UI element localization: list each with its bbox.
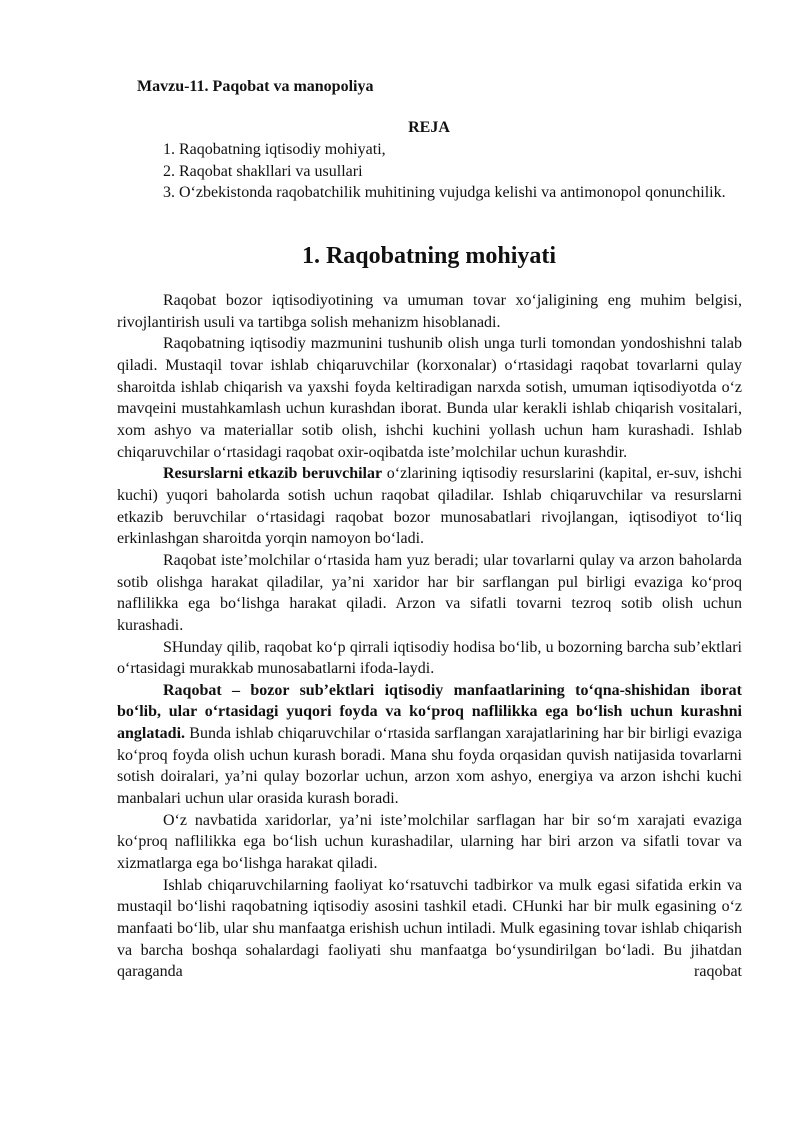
body-text — [117, 290, 742, 983]
paragraph-text: SHunday qilib, raqobat ko‘p qirrali iqtisodiy hodisa bo‘lib, u bozorning barcha sub’ektlari o‘rtasidagi murakkab munosabatlarni ifoda-laydi. — [117, 638, 742, 678]
paragraph — [117, 637, 742, 680]
paragraph-text: o‘zlarining iqtisodiy resurslarini (kapital, er-suv, ishchi kuchi) yuqori baholarda sotish uchun raqobat qiladilar. Ishlab chiqaruvchilar va resurslarni etkazib beruvchilar o‘rtasidagi raqobat bozor munosabatlari rivojlangan, iqtisodiyot to‘liq erkinlashgan sharoitda yorqin namoyon bo‘ladi. — [117, 465, 743, 548]
plan-heading: REJA — [408, 119, 450, 136]
paragraph-bold-lead: Resurslarni etkazib beruvchilar — [163, 465, 383, 483]
paragraph-text: O‘z navbatida xaridorlar, ya’ni iste’molchilar sarflagan har bir so‘m xarajati evaziga ko‘proq naflilikka ega bo‘lish uchun kurashadilar, ularning har biri arzon va sifatli tovar va xizmatlarga ega bo‘lishga harakat qiladi. — [117, 811, 742, 873]
paragraph-text: Bunda ishlab chiqaruvchilar o‘rtasida sarflangan xarajatlarining har bir birligi evaziga ko‘proq foyda olish uchun kurash boradi. Mana shu foyda orqasidan quvish natijasida tovarlarni sotish doiralari, ya’ni qulay bozorlar uchun, arzon xom ashyo, energiya va arzon ishchi kuchi manbalari uchun ular orasida kurash boradi. — [117, 725, 742, 808]
plan-list — [163, 139, 741, 204]
plan-item: 1. Raqobatning iqtisodiy mohiyati, — [163, 141, 386, 158]
paragraph — [117, 810, 742, 875]
paragraph — [117, 550, 742, 637]
paragraph — [117, 875, 742, 983]
paragraph-bold-lead: Raqobat – bozor sub’ektlari iqtisodiy manfaatlarining to‘qna-shishidan iborat bo‘lib, ular o‘rtasidagi yuqori foyda va ko‘proq naflilikka ega bo‘lish uchun kurashni anglatadi. — [117, 681, 742, 743]
paragraph-text: Raqobat bozor iqtisodiyotining va umuman tovar xo‘jaligining eng muhim belgisi, rivojlantirish usuli va tartibga solish mehanizm hisoblanadi. — [117, 292, 742, 331]
plan-item: 2. Raqobat shakllari va usullari — [163, 162, 363, 180]
paragraph — [117, 463, 742, 550]
section-heading: 1. Raqobatning mohiyati — [301, 243, 557, 269]
paragraph — [117, 290, 742, 333]
paragraph — [117, 333, 742, 463]
paragraph-text: Raqobat iste’molchilar o‘rtasida ham yuz beradi; ular tovarlarni qulay va arzon baholarda sotib olishga harakat qiladilar, ya’ni xaridor har bir sarflangan pul birligi evaziga ko‘proq naflilikka ega bo‘lishga harakat qiladi. Arzon va sifatli tovarni tezroq sotib olish uchun kurashadi. — [117, 551, 742, 634]
paragraph — [117, 680, 742, 810]
plan-item: 3. O‘zbekistonda raqobatchilik muhitining vujudga kelishi va antimonopol qonunchilik. — [163, 184, 726, 202]
page-title: Mavzu-11. Paqobat va manopoliya — [137, 78, 374, 95]
paragraph-text: Ishlab chiqaruvchilarning faoliyat ko‘rsatuvchi tadbirkor va mulk egasi sifatida erkin va mustaqil bo‘lishi raqobatning iqtisodiy asosini tashkil etadi. CHunki har bir mulk egasining o‘z manfaati bo‘lib, ular shu manfaatga erishish uchun intiladi. Mulk egasining tovar ishlab chiqarish va barcha boshqa sohalardagi faoliyati shu manfaatga bo‘ysundirilgan bo‘ladi. Bu jihatdan qaraganda raqobat — [117, 876, 742, 981]
paragraph-text: Raqobatning iqtisodiy mazmunini tushunib olish unga turli tomondan yondoshishni talab qiladi. Mustaqil tovar ishlab chiqaruvchilar (korxonalar) o‘rtasidagi raqobat tovarlarni qulay sharoitda ishlab chiqarish va yaxshi foyda keltiradigan narxda sotish, umuman iqtisodiyotda o‘z mavqeini mustahkamlash uchun kurashdan iborat. Bunda ular kerakli ishlab chiqarish vositalari, xom ashyo va materiallar sotib olish, ishchi kuchini yollash uchun ham kurashadi. Ishlab chiqaruvchilar o‘rtasidagi raqobat oxir-oqibatda iste’molchilar uchun kurashdir. — [117, 335, 742, 461]
